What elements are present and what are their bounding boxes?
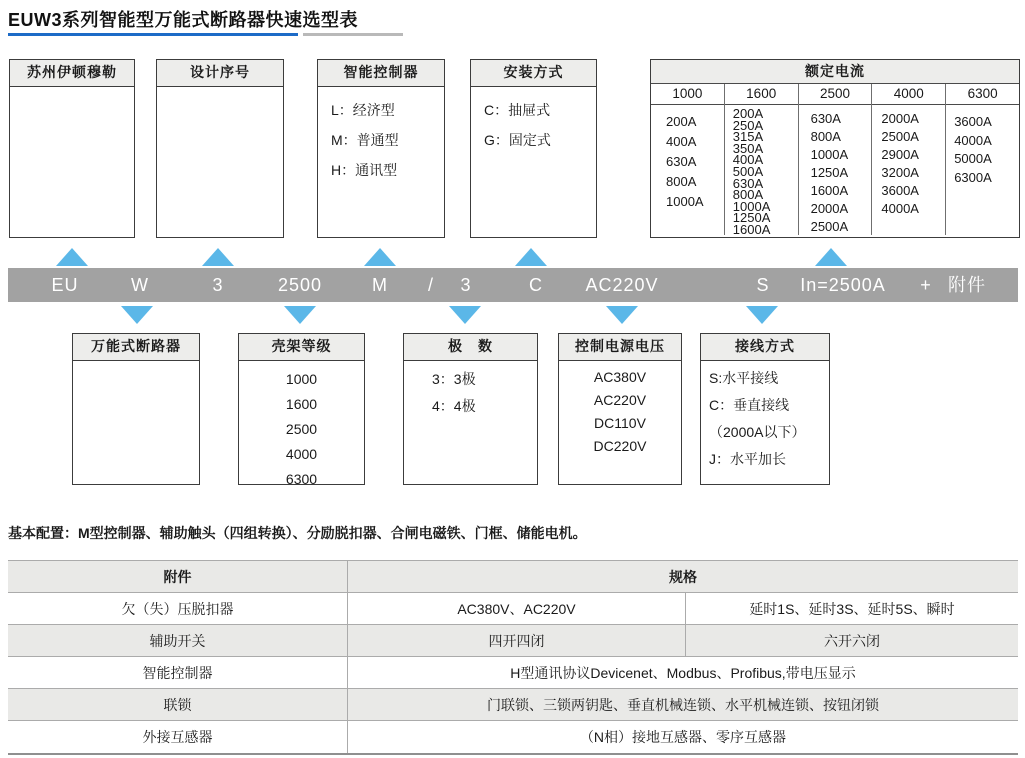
current-value: 250A <box>732 117 764 133</box>
spec-value: 六开六闭 <box>685 625 1018 656</box>
model-segment: 3 <box>212 275 224 295</box>
box-frame-level <box>238 333 365 485</box>
model-segment: S <box>756 275 770 295</box>
box-manufacturer <box>9 59 135 238</box>
down-arrow-icon <box>606 306 638 324</box>
box-frame-level-header: 壳架等级 <box>239 334 364 361</box>
current-value: 3600A <box>881 183 919 198</box>
current-value: 5000A <box>954 151 992 166</box>
box-intelligent-controller-header: 智能控制器 <box>318 60 444 87</box>
rated-current-title: 额定电流 <box>651 60 1019 84</box>
current-value: 1250A <box>810 165 849 180</box>
spec-value: H型通讯协议Devicenet、Modbus、Profibus,带电压显示 <box>347 657 1018 688</box>
option-item: 4：4极 <box>432 398 476 414</box>
current-value: 3200A <box>881 165 919 180</box>
model-segment: M <box>372 275 388 295</box>
model-segment: In=2500A <box>800 275 886 295</box>
table-row <box>8 625 1018 657</box>
option-item: 1600 <box>285 396 318 412</box>
current-value: 400A <box>732 152 764 168</box>
option-item: 4000 <box>285 446 318 462</box>
spec-value: 四开四闭 <box>347 625 685 656</box>
current-value: 800A <box>666 174 697 189</box>
box-wiring-method <box>700 333 830 485</box>
option-item: （2000A以下） <box>709 424 806 440</box>
box-manufacturer-header: 苏州伊顿穆勒 <box>10 60 134 87</box>
current-value: 400A <box>666 134 697 149</box>
option-item: C：垂直接线 <box>709 397 790 413</box>
model-code-bar <box>8 268 1018 302</box>
table-row <box>8 657 1018 689</box>
up-arrow-icon <box>815 248 847 266</box>
current-value: 2000A <box>881 111 919 126</box>
up-arrow-icon <box>202 248 234 266</box>
current-value: 1600A <box>810 183 849 198</box>
current-value: 4000A <box>954 132 992 148</box>
box-installation <box>470 59 597 238</box>
option-item: M：普通型 <box>331 132 399 148</box>
model-segment: C <box>529 275 543 295</box>
accessory-name: 智能控制器 <box>142 664 213 681</box>
down-arrow-icon <box>121 306 153 324</box>
accessory-name: 外接互感器 <box>142 729 213 745</box>
box-poles <box>403 333 538 485</box>
table-header-row <box>8 561 1018 593</box>
model-segment: 附件 <box>948 275 986 295</box>
accessory-name: 辅助开关 <box>149 632 206 649</box>
current-value: 1000A <box>810 147 849 162</box>
model-segment: 3 <box>460 275 472 295</box>
table-row <box>8 689 1018 721</box>
column-header: 附件 <box>163 568 192 585</box>
box-design-serial-header: 设计序号 <box>157 60 283 87</box>
current-value: 1000A <box>732 198 771 214</box>
rated-current-column <box>798 84 872 235</box>
rated-current-column <box>651 84 724 235</box>
down-arrow-icon <box>449 306 481 324</box>
current-value: 200A <box>666 114 697 129</box>
option-item: AC220V <box>593 392 647 408</box>
current-value: 350A <box>732 140 764 156</box>
box-universal-breaker-header: 万能式断路器 <box>73 334 199 361</box>
box-poles-header: 极 数 <box>404 334 537 361</box>
model-segment: / <box>427 275 435 295</box>
model-segment: + <box>920 275 932 295</box>
current-value: 4000A <box>881 201 919 216</box>
frame-size-header: 1600 <box>725 84 798 105</box>
box-universal-breaker <box>72 333 200 485</box>
option-item: 3：3极 <box>432 371 476 387</box>
box-control-voltage-header: 控制电源电压 <box>559 334 681 361</box>
option-item: S:水平接线 <box>709 370 779 386</box>
box-design-serial <box>156 59 284 238</box>
table-row <box>8 721 1018 753</box>
option-item: G：固定式 <box>484 132 551 148</box>
current-value: 6300A <box>954 169 992 185</box>
rated-current-column <box>871 84 945 235</box>
rated-current-column <box>945 84 1019 235</box>
box-wiring-method-header: 接线方式 <box>701 334 829 361</box>
current-value: 2500A <box>810 219 849 234</box>
box-installation-header: 安装方式 <box>471 60 596 87</box>
current-value: 1600A <box>732 221 771 237</box>
frame-size-header: 2500 <box>799 84 872 105</box>
current-value: 800A <box>732 187 764 203</box>
option-item: C：抽屉式 <box>484 102 551 118</box>
model-segment: 2500 <box>277 275 323 295</box>
model-segment: AC220V <box>585 275 659 295</box>
option-item: AC380V <box>593 369 647 385</box>
current-value: 630A <box>810 111 841 126</box>
current-value: 1250A <box>732 210 771 226</box>
accessory-name: 联锁 <box>163 696 192 713</box>
option-item: DC110V <box>594 415 646 431</box>
model-segment: W <box>131 275 149 295</box>
frame-size-header: 1000 <box>651 84 724 105</box>
title-underline-blue <box>8 33 298 36</box>
model-segment: EU <box>51 275 79 295</box>
option-item: H：通讯型 <box>331 162 398 178</box>
current-value: 1000A <box>666 194 704 209</box>
current-value: 630A <box>666 154 697 169</box>
current-value: 315A <box>732 129 764 145</box>
page-title: EUW3系列智能型万能式断路器快速选型表 <box>8 10 359 30</box>
option-item: L：经济型 <box>331 102 395 118</box>
spec-value: 门联锁、三锁两钥匙、垂直机械连锁、水平机械连锁、按钮闭锁 <box>347 689 1018 720</box>
spec-value: 延时1S、延时3S、延时5S、瞬时 <box>685 593 1018 624</box>
spec-value: （N相）接地互感器、零序互感器 <box>347 721 1018 753</box>
title-underline-gray <box>303 33 403 36</box>
up-arrow-icon <box>515 248 547 266</box>
frame-size-header: 4000 <box>872 84 945 105</box>
option-item: J：水平加长 <box>709 451 786 467</box>
box-intelligent-controller <box>317 59 445 238</box>
table-row <box>8 593 1018 625</box>
base-config-note: 基本配置：M型控制器、辅助触头（四组转换）、分励脱扣器、合闸电磁铁、门框、储能电机。 <box>8 525 587 541</box>
option-item: 6300 <box>285 471 318 487</box>
up-arrow-icon <box>56 248 88 266</box>
current-value: 800A <box>810 129 841 144</box>
box-control-voltage <box>558 333 682 485</box>
accessories-table <box>8 560 1018 755</box>
rated-current-column <box>724 84 798 235</box>
option-item: 1000 <box>285 371 318 387</box>
rated-current-table <box>650 59 1020 238</box>
accessory-name: 欠（失）压脱扣器 <box>121 600 234 617</box>
current-value: 500A <box>732 163 764 179</box>
up-arrow-icon <box>364 248 396 266</box>
down-arrow-icon <box>746 306 778 324</box>
column-header: 规格 <box>347 561 1018 592</box>
option-item: DC220V <box>593 438 647 454</box>
current-value: 2000A <box>810 201 849 216</box>
current-value: 3600A <box>954 114 992 129</box>
current-value: 2900A <box>881 147 919 162</box>
down-arrow-icon <box>284 306 316 324</box>
option-item: 2500 <box>285 421 318 437</box>
frame-size-header: 6300 <box>946 84 1019 105</box>
spec-value: AC380V、AC220V <box>347 593 685 624</box>
current-value: 630A <box>732 175 764 191</box>
current-value: 2500A <box>881 129 919 144</box>
current-value: 200A <box>732 106 764 121</box>
